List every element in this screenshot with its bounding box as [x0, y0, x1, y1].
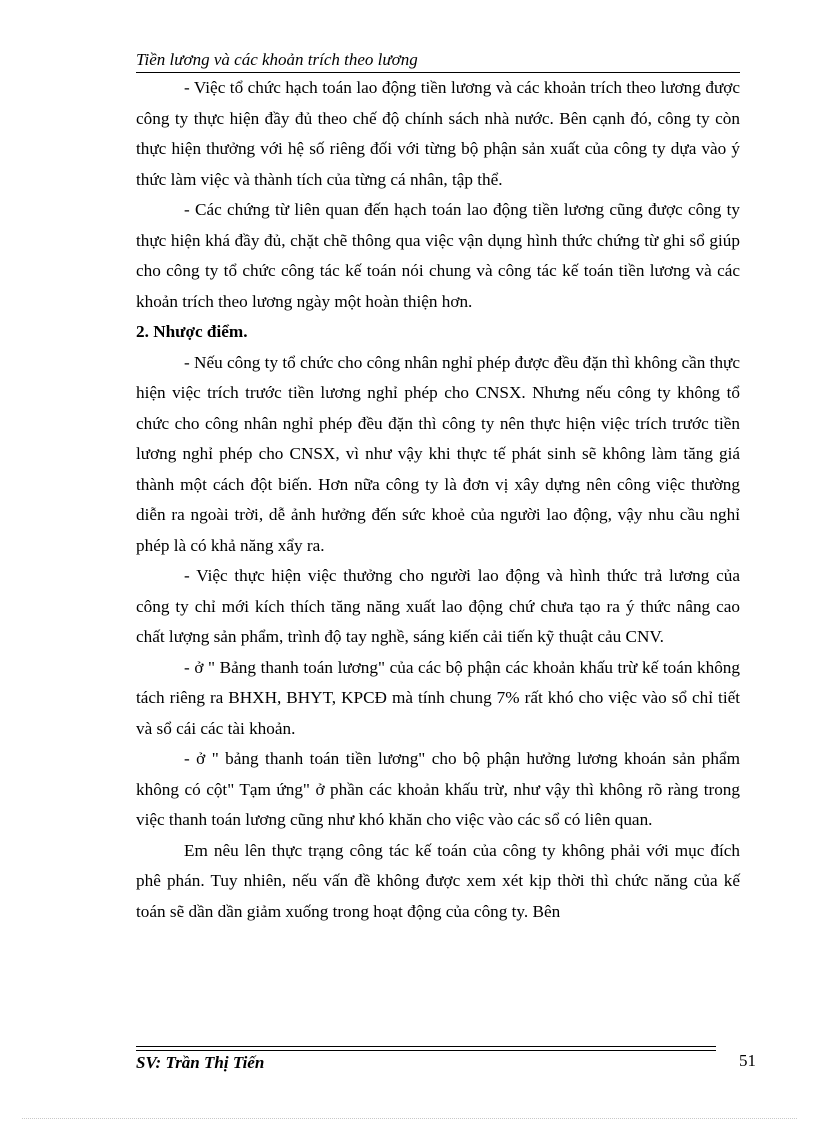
- paragraph-vouchers: - Các chứng từ liên quan đến hạch toán lao động tiền lương cũng được công ty thực hiện khá đầy đủ, chặt chẽ thông qua việc vận dụng hình thức chứng từ ghi sổ giúp cho công ty tổ chức công tác kế toán nói chung và công tác kế toán tiền lương và các khoản trích theo lương ngày một hoàn thiện hơn.: [136, 200, 740, 311]
- paragraph-conclusion: Em nêu lên thực trạng công tác kế toán của công ty không phải với mục đích phê phán. Tuy nhiên, nếu vấn đề không được xem xét kịp thời thì chức năng của kế toán sẽ dần dần giảm xuống trong hoạt động của công ty. Bên: [136, 840, 740, 921]
- page-number: 51: [739, 1051, 756, 1070]
- page-header: [136, 46, 740, 73]
- paragraph-bonus-payment: - Việc thực hiện việc thưởng cho người lao động và hình thức trả lương của công ty chỉ mới kích thích tăng năng xuất lao động chứ chưa tạo ra ý thức nâng cao chất lượng sản phẩm, trình độ tay nghề, sáng kiến cải tiến kỹ thuật cảu CNV.: [136, 566, 740, 646]
- header-title: Tiền lương và các khoản trích theo lương: [136, 50, 418, 69]
- paragraph-piece-rate-sheet: - ở " bảng thanh toán tiền lương" cho bộ phận hưởng lương khoán sản phẩm không có cột" Tạm ứng" ở phần các khoản khấu trừ, như vậy thì không rõ ràng trong việc thanh toán lương cũng như khó khăn cho việc vào các sổ có liên quan.: [136, 749, 740, 829]
- footer-divider-bottom: [136, 1050, 716, 1051]
- section-heading-weaknesses: 2. Nhược điểm.: [136, 322, 248, 341]
- page-bottom-border: [22, 1118, 797, 1119]
- footer-author: SV: Trần Thị Tiến: [136, 1053, 265, 1072]
- footer-divider-top: [136, 1046, 716, 1047]
- document-body: [136, 73, 740, 927]
- paragraph-leave-accrual: - Nếu công ty tổ chức cho công nhân nghỉ phép được đều đặn thì không cần thực hiện việc trích trước tiền lương nghỉ phép cho CNSX. Nhưng nếu công ty không tổ chức cho công nhân nghỉ phép đều đặn thì công ty nên thực hiện việc trích trước tiền lương nghỉ phép cho CNSX, vì như vậy khi thực tế phát sinh sẽ không làm tăng giá thành một cách đột biến. Hơn nữa công ty là đơn vị xây dựng nên công việc thường diễn ra ngoài trời, dễ ảnh hưởng đến sức khoẻ của người lao động, vậy nhu cầu nghỉ phép là có khả năng xẩy ra.: [136, 352, 740, 555]
- paragraph-payroll-sheet: - ở " Bảng thanh toán lương" của các bộ phận các khoản khấu trừ kế toán không tách riêng ra BHXH, BHYT, KPCĐ mà tính chung 7% rất khó cho việc vào sổ chỉ tiết và sổ cái các tài khoản.: [136, 657, 740, 738]
- paragraph-accounting-organization: - Việc tổ chức hạch toán lao động tiền lương và các khoản trích theo lương được công ty thực hiện đầy đủ theo chế độ chính sách nhà nước. Bên cạnh đó, công ty còn thực hiện thưởng với hệ số riêng đối với từng bộ phận sản xuất của công ty dựa vào ý thức làm việc và thành tích của từng cá nhân, tập thể.: [136, 78, 740, 189]
